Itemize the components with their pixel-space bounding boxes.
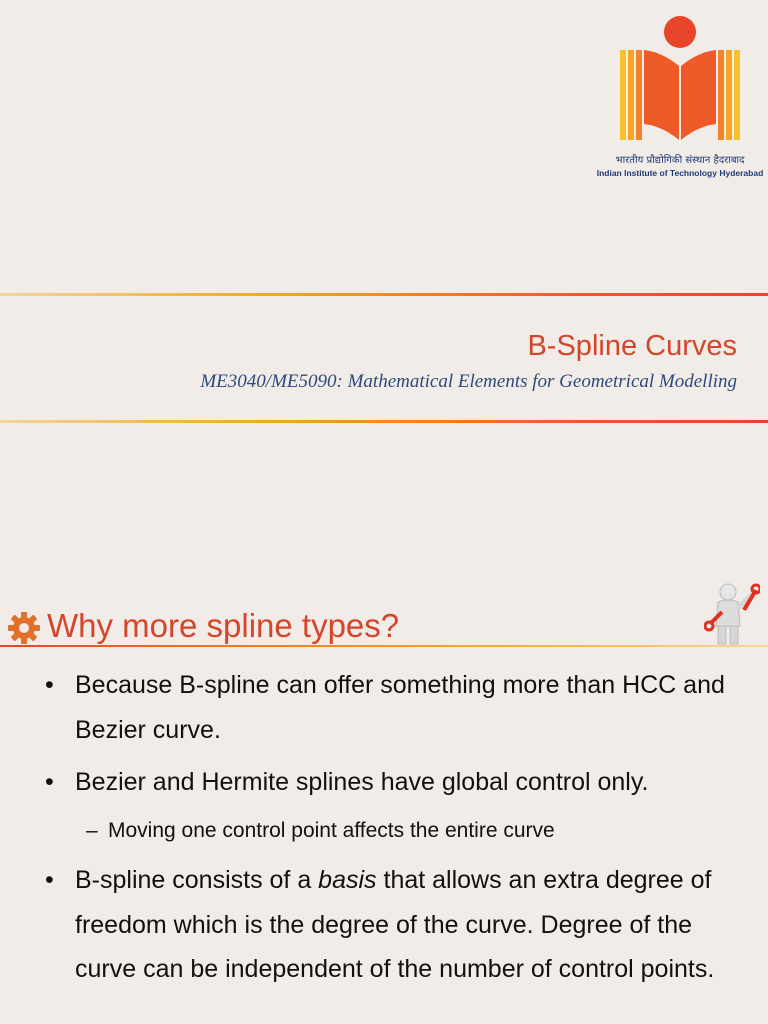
bullet-text-end: that allows an extra degree of freedom which is the degree of the curve. Degree of the curve can be independent of the number of control points. [75, 866, 715, 983]
book-logo-icon [616, 14, 744, 146]
logo-hindi-text: भारतीय प्रौद्योगिकी संस्थान हैदराबाद [615, 155, 745, 166]
list-item [45, 858, 735, 992]
slide-title: B-Spline Curves [527, 330, 737, 362]
worker-with-wrench-icon [704, 580, 760, 648]
slide-subtitle: ME3040/ME5090: Mathematical Elements for Geometrical Modelling [200, 371, 737, 392]
bullet-text: Because B-spline can offer something more than HCC and Bezier curve. [75, 671, 725, 744]
sub-bullet-text: Moving one control point affects the entire curve [108, 819, 555, 842]
bottom-divider [0, 420, 768, 423]
gear-icon [6, 610, 42, 646]
sub-bullet-dash: – [86, 819, 98, 842]
top-divider [0, 293, 768, 296]
section-heading: Why more spline types? [47, 607, 400, 644]
bullet-emphasis: basis [318, 866, 377, 894]
bullet-text: Bezier and Hermite splines have global control only. [75, 768, 649, 796]
list-item [45, 760, 735, 805]
logo-english-text: Indian Institute of Technology Hyderabad [596, 168, 764, 178]
list-item [45, 663, 735, 752]
bullet-dot: • [45, 768, 54, 796]
bullet-dot: • [45, 866, 54, 894]
iith-logo [596, 14, 764, 184]
sub-list-item [86, 816, 728, 846]
bullet-dot: • [45, 671, 54, 699]
section-divider [0, 645, 768, 647]
bullet-text-start: B-spline consists of a [75, 866, 319, 894]
